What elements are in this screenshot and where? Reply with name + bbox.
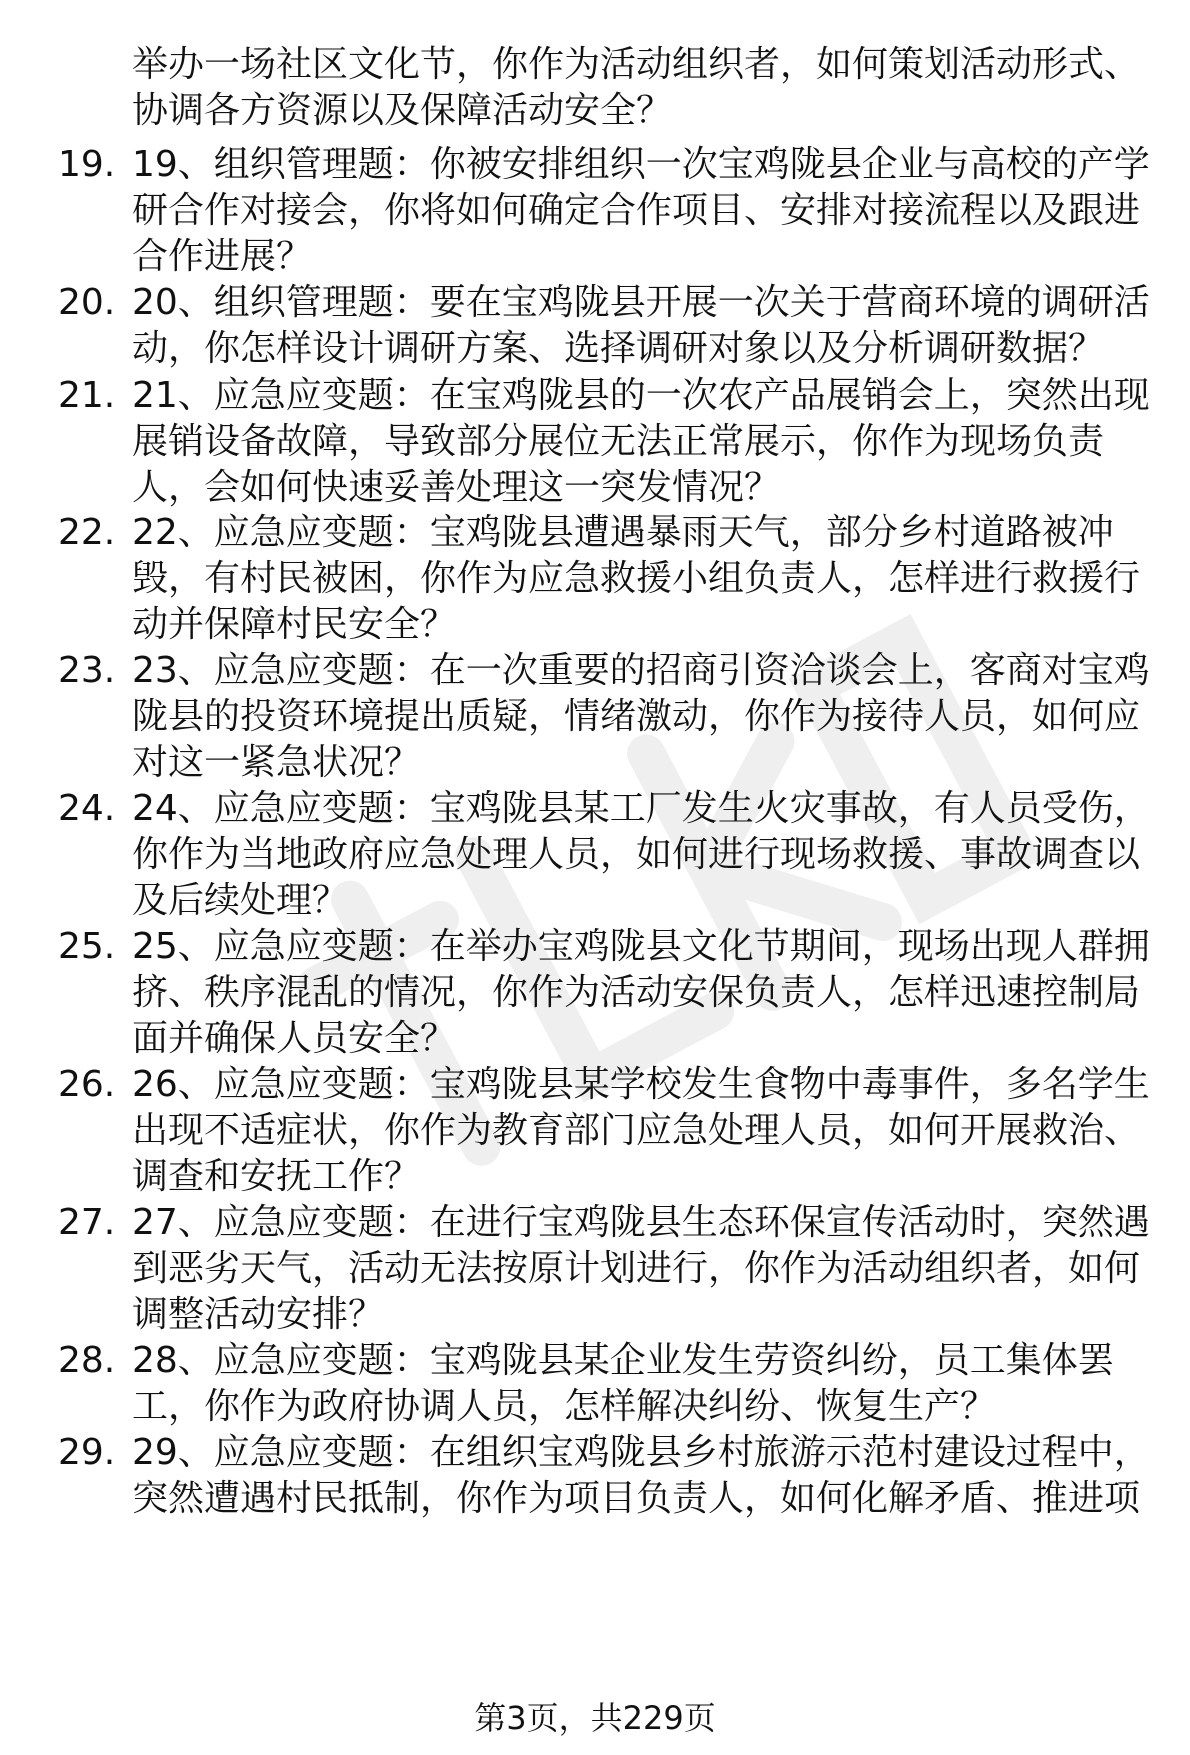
item-text: 22、应急应变题：宝鸡陇县遭遇暴雨天气，部分乡村道路被冲毁，有村民被困，你作为应急救援小组负责人，怎样进行救援行动并保障村民安全？: [132, 512, 1141, 645]
item-text: 26、应急应变题：宝鸡陇县某学校发生食物中毒事件，多名学生出现不适症状，你作为教育部门应急处理人员，如何开展救治、调查和安抚工作？: [132, 1064, 1150, 1197]
item-number: 23.: [58, 650, 116, 691]
item-number: 21.: [58, 375, 116, 416]
item-number: 26.: [58, 1064, 116, 1105]
item-text: 21、应急应变题：在宝鸡陇县的一次农产品展销会上，突然出现展销设备故障，导致部分展位无法正常展示，你作为现场负责人，会如何快速妥善处理这一突发情况？: [132, 375, 1150, 508]
item-number: 22.: [58, 512, 116, 553]
item-text: 25、应急应变题：在举办宝鸡陇县文化节期间，现场出现人群拥挤、秩序混乱的情况，你作为活动安保负责人，怎样迅速控制局面并确保人员安全？: [132, 926, 1150, 1059]
item-text: 20、组织管理题：要在宝鸡陇县开展一次关于营商环境的调研活动，你怎样设计调研方案、选择调研对象以及分析调研数据？: [132, 282, 1150, 369]
item-number: 25.: [58, 926, 116, 967]
page-footer: 第3页，共229页: [474, 1699, 716, 1737]
item-number: 28.: [58, 1340, 116, 1381]
item-number: 29.: [58, 1432, 116, 1473]
item-text: 23、应急应变题：在一次重要的招商引资洽谈会上，客商对宝鸡陇县的投资环境提出质疑，情绪激动，你作为接待人员，如何应对这一紧急状况？: [132, 650, 1150, 783]
item-number: 19.: [58, 144, 116, 185]
item-number: 27.: [58, 1202, 116, 1243]
item-text: 27、应急应变题：在进行宝鸡陇县生态环保宣传活动时，突然遇到恶劣天气，活动无法按原计划进行，你作为活动组织者，如何调整活动安排？: [132, 1202, 1150, 1335]
item-number: 20.: [58, 282, 116, 323]
item-text: 29、应急应变题：在组织宝鸡陇县乡村旅游示范村建设过程中，突然遭遇村民抵制，你作为项目负责人，如何化解矛盾、推进项: [132, 1432, 1150, 1519]
continuation-text: 举办一场社区文化节，你作为活动组织者，如何策划活动形式、协调各方资源以及保障活动安全？: [132, 44, 1141, 131]
item-text: 28、应急应变题：宝鸡陇县某企业发生劳资纠纷，员工集体罢工，你作为政府协调人员，怎样解决纠纷、恢复生产？: [132, 1340, 1114, 1427]
item-number: 24.: [58, 788, 116, 829]
item-text: 24、应急应变题：宝鸡陇县某工厂发生火灾事故，有人员受伤，你作为当地政府应急处理人员，如何进行现场救援、事故调查以及后续处理？: [132, 788, 1150, 921]
item-text: 19、组织管理题：你被安排组织一次宝鸡陇县企业与高校的产学研合作对接会，你将如何确定合作项目、安排对接流程以及跟进合作进展？: [132, 144, 1150, 277]
